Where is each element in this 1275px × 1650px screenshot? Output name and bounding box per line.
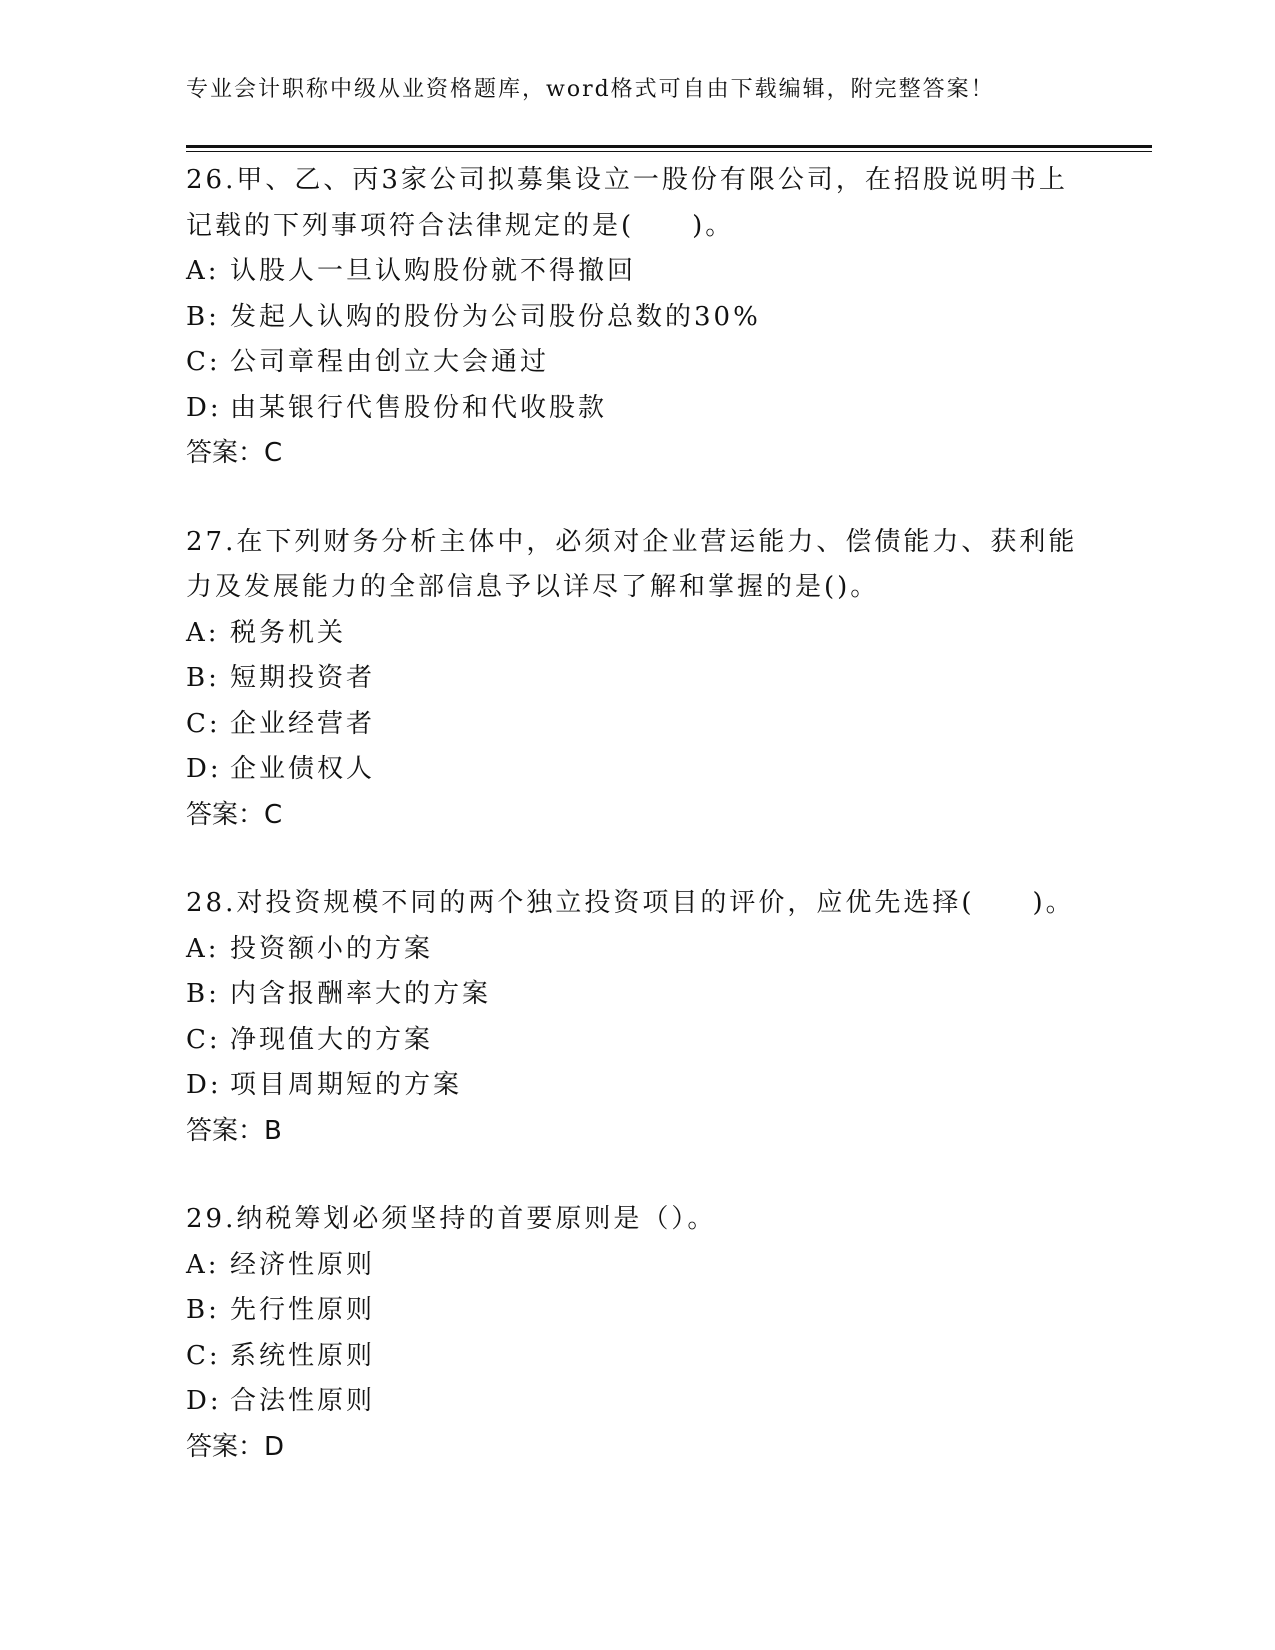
question-text: 28.对投资规模不同的两个独立投资项目的评价，应优先选择( )。 [186,888,1075,918]
option-text: 税务机关 [230,617,347,648]
answer-line: 答案：C [186,438,283,468]
option-text: 企业经营者 [230,708,376,739]
question-27 [186,520,1086,839]
option-text: 认股人一旦认购股份就不得撤回 [230,256,637,286]
page-header: 专业会计职称中级从业资格题库，word格式可自由下载编辑，附完整答案！ [186,77,995,102]
option-text: 经济性原则 [230,1249,376,1280]
option-c [186,1018,1086,1064]
option-b [186,972,1086,1018]
option-d [186,1063,1086,1109]
question-29 [186,1197,1086,1470]
option-letter: A: [186,617,220,648]
option-c [186,1334,1086,1380]
option-d [186,747,1086,793]
option-letter: D: [186,392,222,423]
question-28 [186,881,1086,1154]
option-text: 净现值大的方案 [230,1024,434,1055]
option-a [186,249,1086,295]
option-c [186,340,1086,386]
option-b [186,1288,1086,1334]
question-text: 27.在下列财务分析主体中，必须对企业营运能力、偿债能力、获利能力及发展能力的全部信息予以详尽了解和掌握的是()。 [186,526,1078,602]
option-letter: B: [186,979,220,1009]
option-text: 公司章程由创立大会通过 [230,347,550,377]
question-26 [186,158,1086,477]
option-text: 先行性原则 [230,1295,376,1325]
header-rule-thick [186,145,1152,148]
answer-line: 答案：B [186,1115,282,1146]
option-letter: C: [186,347,221,377]
option-c [186,702,1086,748]
option-letter: C: [186,708,221,739]
option-a [186,927,1086,973]
option-text: 内含报酬率大的方案 [230,979,492,1009]
option-a [186,1243,1086,1289]
option-letter: A: [186,933,220,964]
option-letter: A: [186,256,220,286]
option-d [186,1379,1086,1425]
option-text: 由某银行代售股份和代收股款 [230,392,608,423]
option-d [186,386,1086,432]
option-letter: B: [186,301,220,332]
option-text: 短期投资者 [230,663,376,693]
option-b [186,295,1086,341]
option-letter: A: [186,1249,220,1280]
option-text: 企业债权人 [230,754,376,784]
question-list [186,158,1086,1513]
option-text: 系统性原则 [230,1340,376,1371]
answer-line: 答案：C [186,799,283,830]
option-b [186,656,1086,702]
option-a [186,611,1086,657]
option-text: 项目周期短的方案 [230,1070,463,1100]
option-letter: D: [186,754,222,784]
answer-line: 答案：D [186,1431,285,1462]
option-letter: C: [186,1024,221,1055]
option-text: 合法性原则 [230,1386,376,1416]
header-rule-thin [186,151,1152,152]
option-text: 发起人认购的股份为公司股份总数的30% [230,301,761,332]
option-letter: C: [186,1340,221,1371]
question-text: 29.纳税筹划必须坚持的首要原则是（）。 [186,1204,717,1234]
option-letter: B: [186,1295,220,1325]
question-text: 26.甲、乙、丙3家公司拟募集设立一股份有限公司，在招股说明书上记载的下列事项符合法律规定的是( )。 [186,165,1068,241]
option-letter: D: [186,1386,222,1416]
option-letter: D: [186,1070,222,1100]
option-text: 投资额小的方案 [230,933,434,964]
option-letter: B: [186,663,220,693]
